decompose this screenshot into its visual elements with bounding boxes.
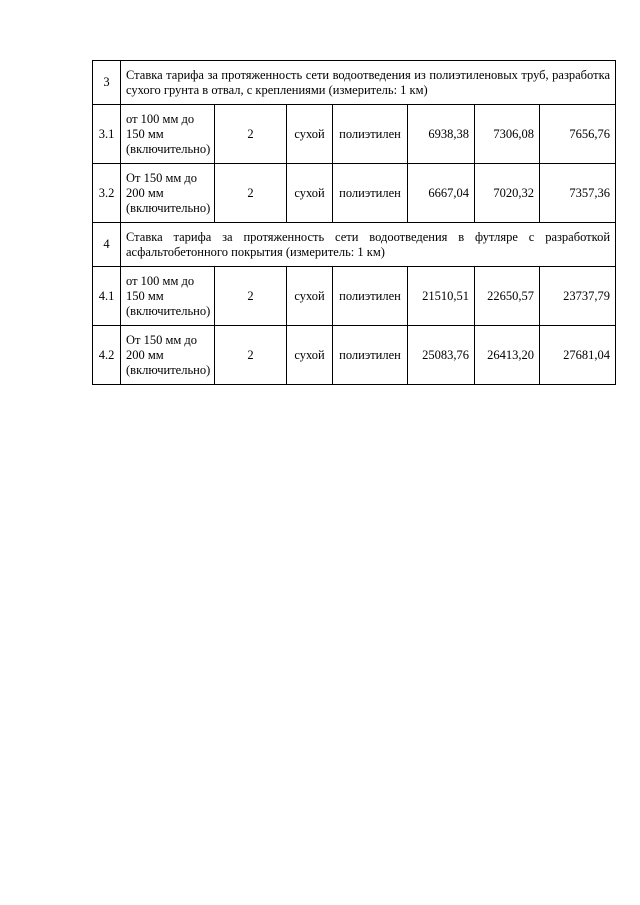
section-title: Ставка тарифа за протяженность сети водоотведения из полиэтиленовых труб, разработка сухого грунта в отвал, с креплениями (измеритель: 1 км) bbox=[121, 61, 616, 105]
row-number: 3.1 bbox=[93, 105, 121, 164]
value-cell-1: 6667,04 bbox=[408, 164, 475, 223]
soil-cell: сухой bbox=[287, 164, 333, 223]
value-cell-2: 26413,20 bbox=[475, 326, 540, 385]
value-cell-3: 23737,79 bbox=[540, 267, 616, 326]
depth-cell: 2 bbox=[215, 164, 287, 223]
diameter-line: От 150 мм до bbox=[126, 170, 198, 185]
diameter-line: (включительно) bbox=[126, 141, 211, 156]
material-cell: полиэтилен bbox=[333, 267, 408, 326]
table-row bbox=[93, 326, 616, 385]
value-cell-1: 25083,76 bbox=[408, 326, 475, 385]
section-number: 4 bbox=[93, 223, 121, 267]
soil-cell: сухой bbox=[287, 105, 333, 164]
value-cell-3: 7656,76 bbox=[540, 105, 616, 164]
material-cell: полиэтилен bbox=[333, 326, 408, 385]
value-cell-3: 27681,04 bbox=[540, 326, 616, 385]
row-number: 4.2 bbox=[93, 326, 121, 385]
value-cell-2: 7020,32 bbox=[475, 164, 540, 223]
diameter-line: от 100 мм до bbox=[126, 111, 195, 126]
diameter-line: (включительно) bbox=[126, 303, 211, 318]
diameter-cell bbox=[121, 267, 215, 326]
section-header-row bbox=[93, 223, 616, 267]
row-number: 4.1 bbox=[93, 267, 121, 326]
value-cell-2: 7306,08 bbox=[475, 105, 540, 164]
diameter-line: 200 мм bbox=[126, 347, 164, 362]
tariff-table bbox=[92, 60, 616, 385]
depth-cell: 2 bbox=[215, 326, 287, 385]
diameter-line: (включительно) bbox=[126, 362, 211, 377]
diameter-cell bbox=[121, 164, 215, 223]
section-title: Ставка тарифа за протяженность сети водоотведения в футляре с разработкой асфальтобетонного покрытия (измеритель: 1 км) bbox=[121, 223, 616, 267]
table-row bbox=[93, 105, 616, 164]
section-header-row bbox=[93, 61, 616, 105]
depth-cell: 2 bbox=[215, 105, 287, 164]
value-cell-2: 22650,57 bbox=[475, 267, 540, 326]
diameter-line: от 100 мм до bbox=[126, 273, 195, 288]
row-number: 3.2 bbox=[93, 164, 121, 223]
section-number: 3 bbox=[93, 61, 121, 105]
material-cell: полиэтилен bbox=[333, 105, 408, 164]
soil-cell: сухой bbox=[287, 267, 333, 326]
value-cell-1: 21510,51 bbox=[408, 267, 475, 326]
value-cell-1: 6938,38 bbox=[408, 105, 475, 164]
table-row bbox=[93, 267, 616, 326]
diameter-line: 150 мм bbox=[126, 126, 164, 141]
diameter-cell bbox=[121, 326, 215, 385]
diameter-line: 150 мм bbox=[126, 288, 164, 303]
material-cell: полиэтилен bbox=[333, 164, 408, 223]
value-cell-3: 7357,36 bbox=[540, 164, 616, 223]
diameter-line: От 150 мм до bbox=[126, 332, 198, 347]
diameter-line: (включительно) bbox=[126, 200, 211, 215]
soil-cell: сухой bbox=[287, 326, 333, 385]
table-row bbox=[93, 164, 616, 223]
depth-cell: 2 bbox=[215, 267, 287, 326]
diameter-cell bbox=[121, 105, 215, 164]
diameter-line: 200 мм bbox=[126, 185, 164, 200]
